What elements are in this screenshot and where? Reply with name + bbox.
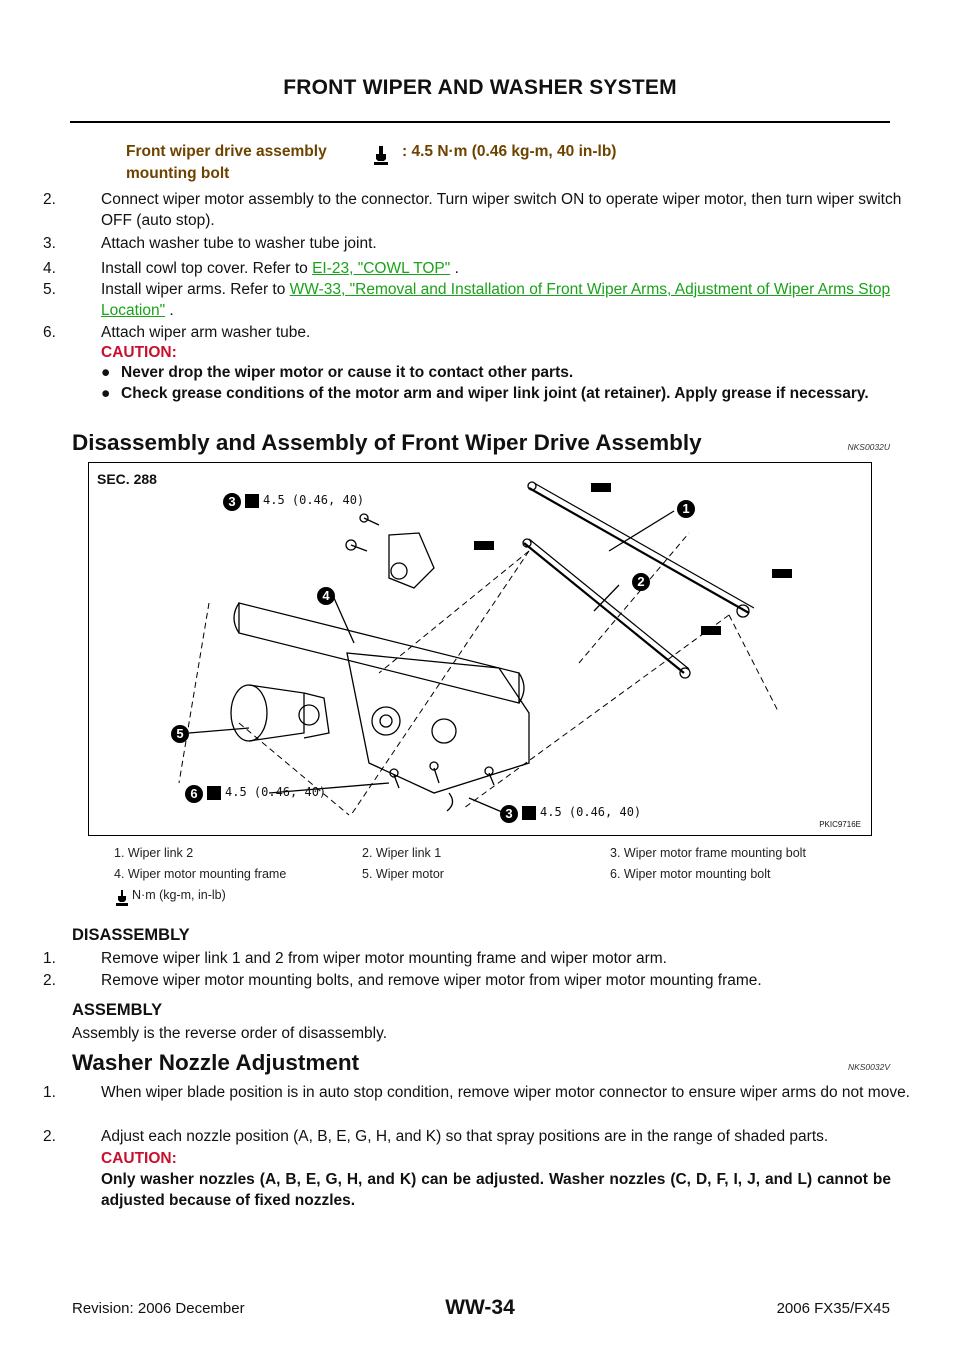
link-ww-33[interactable]: WW-33, "Removal and Installation of Front Wiper Arms, Adjustment of Wiper Arms Stop Location" [101, 281, 891, 319]
footer-model: 2006 FX35/FX45 [776, 1300, 890, 1317]
section-code: NKS0032U [847, 442, 890, 452]
section-title-disassembly: Disassembly and Assembly of Front Wiper Drive Assembly [72, 430, 702, 455]
fig-torque-2: 4.5 (0.46, 40) [207, 785, 326, 800]
disassembly-title: DISASSEMBLY [72, 926, 190, 944]
torque-wrench-icon [112, 888, 132, 908]
install-step-6: 6. Attach wiper arm washer tube. [43, 324, 311, 341]
callout-4: 4 [317, 587, 335, 605]
legend-item-3: 3. Wiper motor frame mounting bolt [610, 846, 806, 860]
callout-2: 2 [632, 573, 650, 591]
torque-wrench-icon [522, 806, 536, 820]
nozzle-step-2: 2. Adjust each nozzle position (A, B, E, G, H, and K) so that spray positions are in the range of shaded parts. [43, 1128, 829, 1145]
assembly-text: Assembly is the reverse order of disassembly. [72, 1025, 387, 1042]
legend-units: N·m (kg-m, in-lb) [132, 888, 226, 902]
diagram-drawing [89, 463, 871, 835]
caution-bullet-1: ● Never drop the wiper motor or cause it to contact other parts. [101, 364, 574, 381]
legend-item-2: 2. Wiper link 1 [362, 846, 442, 860]
assembly-title: ASSEMBLY [72, 1001, 163, 1019]
install-step-2: 2. Connect wiper motor assembly to the connector. Turn wiper switch ON to operate wiper motor, then turn wiper switch OFF (auto stop). [43, 191, 902, 229]
torque-value: : 4.5 N·m (0.46 kg-m, 40 in-lb) [402, 143, 617, 160]
section-title-nozzle: Washer Nozzle Adjustment [72, 1050, 360, 1075]
page-number: WW-34 [445, 1296, 515, 1319]
sec-label: SEC. 288 [97, 471, 157, 487]
caution-bullet-2: ● Check grease conditions of the motor arm and wiper link joint (at retainer). Apply grease if necessary. [101, 385, 869, 402]
fig-torque-3: 4.5 (0.46, 40) [522, 805, 641, 820]
callout-3-top: 3 [223, 493, 241, 511]
torque-label-1: Front wiper drive assembly [126, 143, 327, 160]
disassembly-step-2: 2. Remove wiper motor mounting bolts, and remove wiper motor from wiper motor mounting frame. [43, 972, 762, 989]
caution-text-2: Only washer nozzles (A, B, E, G, H, and K) can be adjusted. Washer nozzles (C, D, F, I, J, and L) cannot be adjusted because of fixed nozzles. [101, 1171, 891, 1209]
torque-wrench-icon [369, 143, 393, 167]
link-ei-23[interactable]: EI-23, "COWL TOP" [312, 260, 451, 277]
section-code-nozzle: NKS0032V [847, 1062, 890, 1072]
footer-revision: Revision: 2006 December [72, 1300, 245, 1317]
legend-item-1: 1. Wiper link 2 [114, 846, 194, 860]
caution-label-2: CAUTION: [101, 1150, 177, 1167]
torque-wrench-icon [245, 494, 259, 508]
callout-1: 1 [677, 500, 695, 518]
figure-id: PKIC9716E [819, 820, 861, 829]
torque-label-2: mounting bolt [126, 165, 230, 182]
page-header-title: FRONT WIPER AND WASHER SYSTEM [283, 76, 677, 99]
legend-item-5: 5. Wiper motor [362, 867, 444, 881]
nozzle-step-1: 1. When wiper blade position is in auto stop condition, remove wiper motor connector to ensure wiper arms do not move. [43, 1084, 910, 1101]
disassembly-step-1: 1. Remove wiper link 1 and 2 from wiper motor mounting frame and wiper motor arm. [43, 950, 667, 967]
caution-label: CAUTION: [101, 344, 177, 361]
callout-5: 5 [171, 725, 189, 743]
exploded-diagram [88, 462, 872, 836]
install-step-4: 4. Install cowl top cover. Refer to EI-23, "COWL TOP" . [43, 260, 459, 277]
fig-torque-1: 4.5 (0.46, 40) [245, 493, 364, 508]
install-step-5: 5. Install wiper arms. Refer to WW-33, "Removal and Installation of Front Wiper Arms, Adjustment of Wiper Arms Stop Location" . [43, 281, 891, 319]
callout-6: 6 [185, 785, 203, 803]
legend-item-6: 6. Wiper motor mounting bolt [610, 867, 771, 881]
install-step-3: 3. Attach washer tube to washer tube joint. [43, 235, 377, 252]
header-rule [70, 121, 890, 123]
legend-item-4: 4. Wiper motor mounting frame [114, 867, 287, 881]
torque-wrench-icon [207, 786, 221, 800]
callout-3-bottom: 3 [500, 805, 518, 823]
torque-spec [126, 141, 327, 185]
